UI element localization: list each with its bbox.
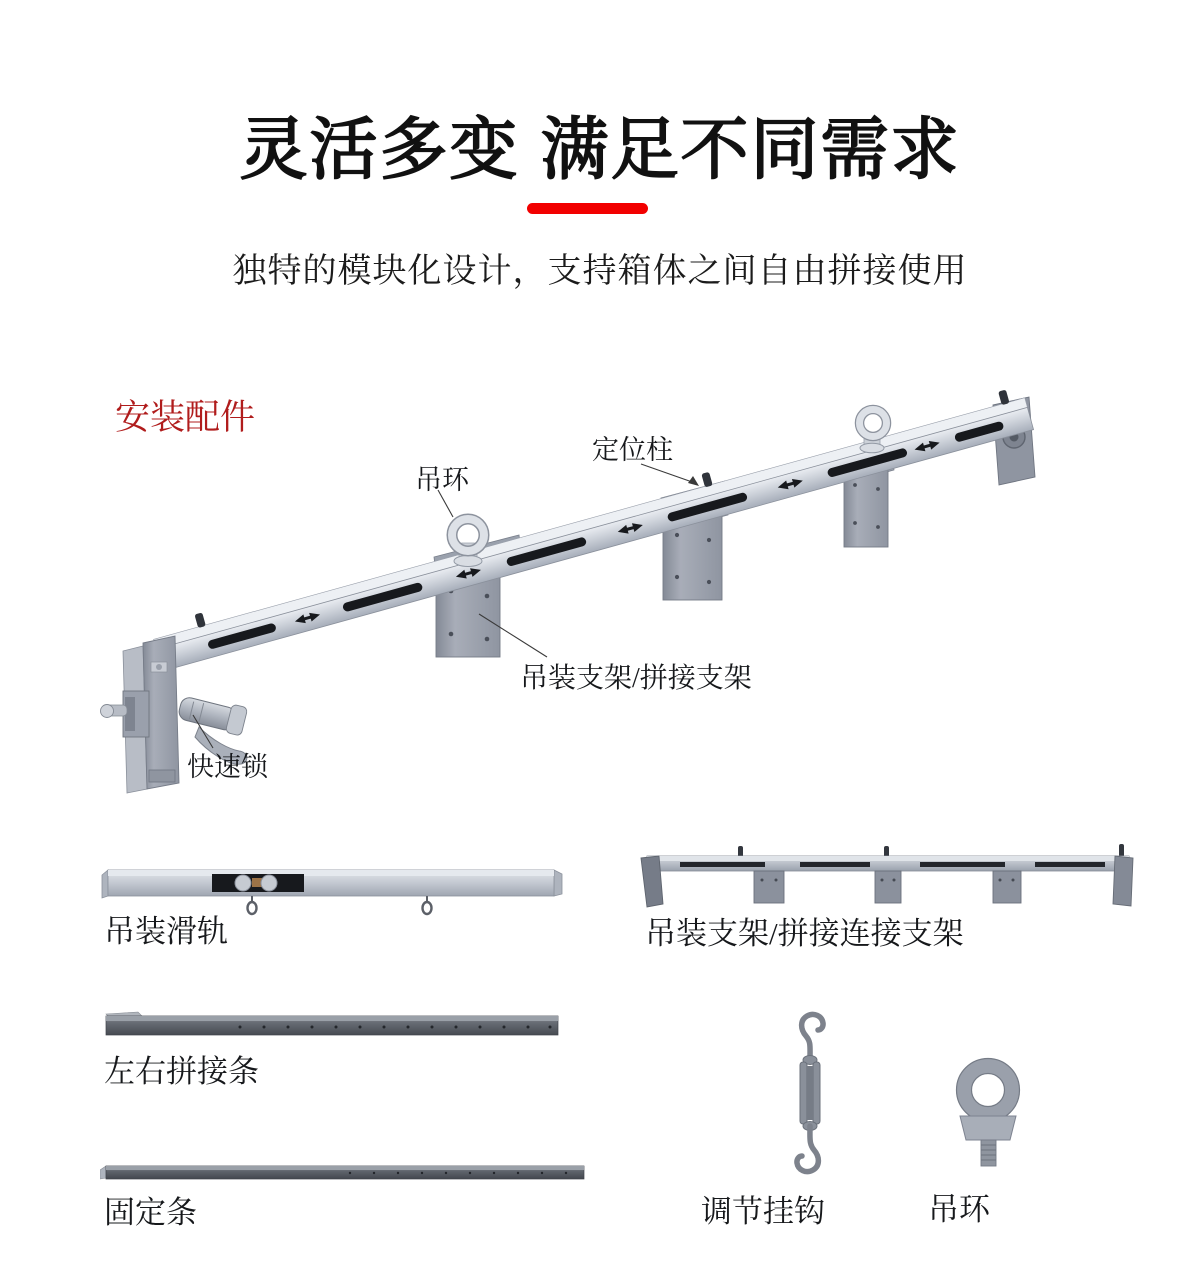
hanging-slide-rail-illustration [100,858,570,920]
eye-bolt-base [960,1116,1016,1140]
splicing-strip-illustration [100,1006,570,1048]
lifting-ring-illustration [938,1048,1042,1168]
callout-quick-lock: 快速锁 [187,752,268,782]
part-label-hanging-slide-rail: 吊装滑轨 [104,914,228,949]
top-hook [802,1014,823,1060]
lifting-ring-on-rail-2 [860,410,887,453]
bottom-hook [797,1126,818,1172]
callout-positioning-post: 定位柱 [592,435,673,465]
hook-eyelet [248,896,257,914]
section-label: 安装配件 [115,398,256,437]
callout-leader-positioning-post [641,464,695,483]
end-plate-right [1113,856,1133,906]
title-underline-accent [527,203,648,214]
rail-left-end [101,636,180,793]
adjustable-hook-illustration [770,1008,850,1193]
callout-lifting-ring: 吊环 [415,465,469,495]
roller [235,875,251,891]
positioning-post-left [194,612,205,628]
page-subtitle: 独特的模块化设计，支持箱体之间自由拼接使用 [232,252,968,290]
mounting-accessories-diagram [95,385,1055,805]
part-label-fixing-strip: 固定条 [104,1195,197,1230]
lifting-ring-on-rail [452,519,484,567]
fixing-strip-illustration [100,1158,590,1190]
page-title: 灵活多变 满足不同需求 [239,112,961,188]
callout-hanging-bracket: 吊装支架/拼接支架 [520,663,752,694]
callout-arrow-positioning-post [688,476,699,486]
part-label-lifting-ring: 吊环 [928,1192,990,1227]
hook-eyelet [423,896,432,914]
hanging-rail-bar [150,385,1033,671]
bracket-plates [754,871,1021,903]
positioning-post-right [998,390,1009,406]
splicing-bracket-bar-illustration [635,842,1140,914]
roller [261,875,277,891]
positioning-post [701,472,712,488]
part-label-splicing-bracket-bar: 吊装支架/拼接连接支架 [645,916,964,951]
part-label-splicing-strip: 左右拼接条 [104,1054,259,1089]
eye-bolt-stem [981,1140,996,1166]
end-plate-left [641,856,663,907]
part-label-adjustable-hook: 调节挂钩 [701,1194,825,1229]
